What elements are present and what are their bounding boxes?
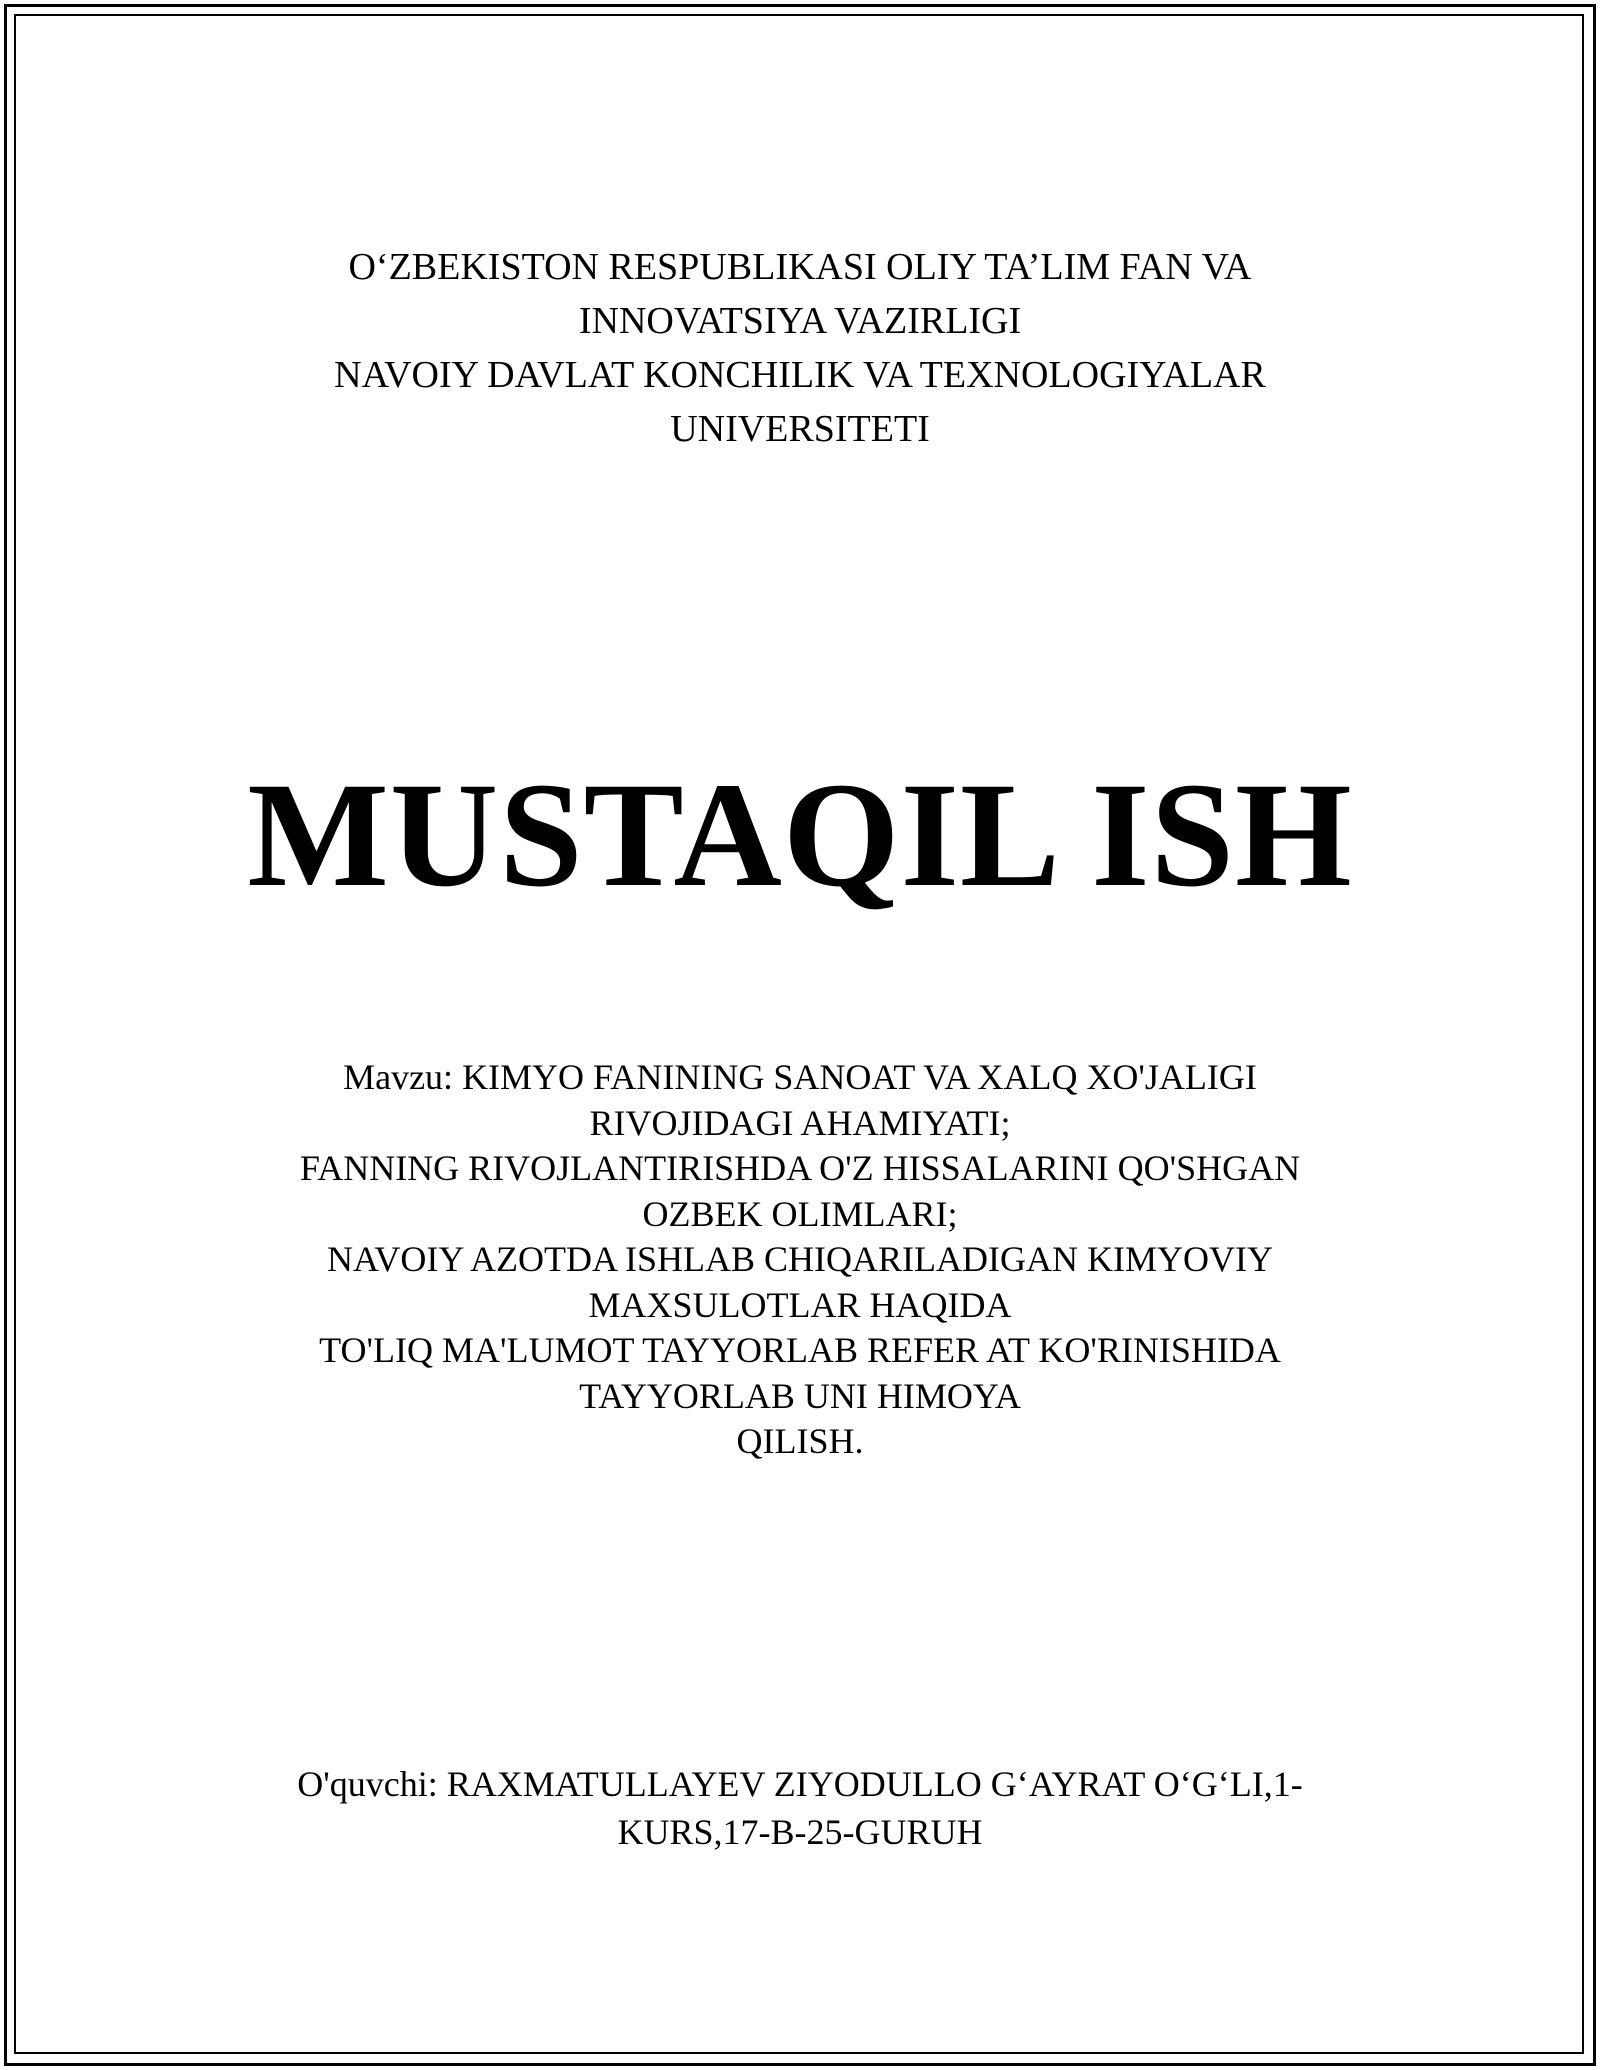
topic-block: [200, 1055, 1400, 1465]
topic-line: FANNING RIVOJLANTIRISHDA O'Z HISSALARINI QO'SHGAN: [299, 1148, 1301, 1188]
institution-header: [200, 240, 1400, 456]
document-title: MUSTAQIL ISH: [247, 752, 1353, 918]
student-info: [200, 1760, 1400, 1856]
header-line-university: NAVOIY DAVLAT KONCHILIK VA TEXNOLOGIYALAR: [334, 354, 1266, 396]
student-line-group: KURS,17-B-25-GURUH: [617, 1812, 983, 1852]
topic-line: OZBEK OLIMLARI;: [642, 1193, 958, 1234]
topic-line: QILISH.: [736, 1421, 864, 1461]
topic-line: TO'LIQ MA'LUMOT TAYYORLAB REFER AT KO'RINISHIDA: [319, 1330, 1281, 1370]
header-line-university-cont: UNIVERSITETI: [670, 408, 930, 450]
student-line-name: O'quvchi: RAXMATULLAYEV ZIYODULLO G‘AYRAT O‘G‘LI,1-: [297, 1764, 1303, 1804]
topic-line: TAYYORLAB UNI HIMOYA: [579, 1375, 1021, 1416]
topic-line: NAVOIY AZOTDA ISHLAB CHIQARILADIGAN KIMYOVIY: [327, 1239, 1273, 1279]
topic-line: Mavzu: KIMYO FANINING SANOAT VA XALQ XO'JALIGI: [343, 1057, 1257, 1097]
header-line-ministry-cont: INNOVATSIYA VAZIRLIGI: [578, 300, 1022, 342]
topic-line: RIVOJIDAGI AHAMIYATI;: [589, 1102, 1011, 1143]
topic-line: MAXSULOTLAR HAQIDA: [588, 1284, 1012, 1325]
header-line-ministry: O‘ZBEKISTON RESPUBLIKASI OLIY TA’LIM FAN VA: [348, 246, 1252, 288]
